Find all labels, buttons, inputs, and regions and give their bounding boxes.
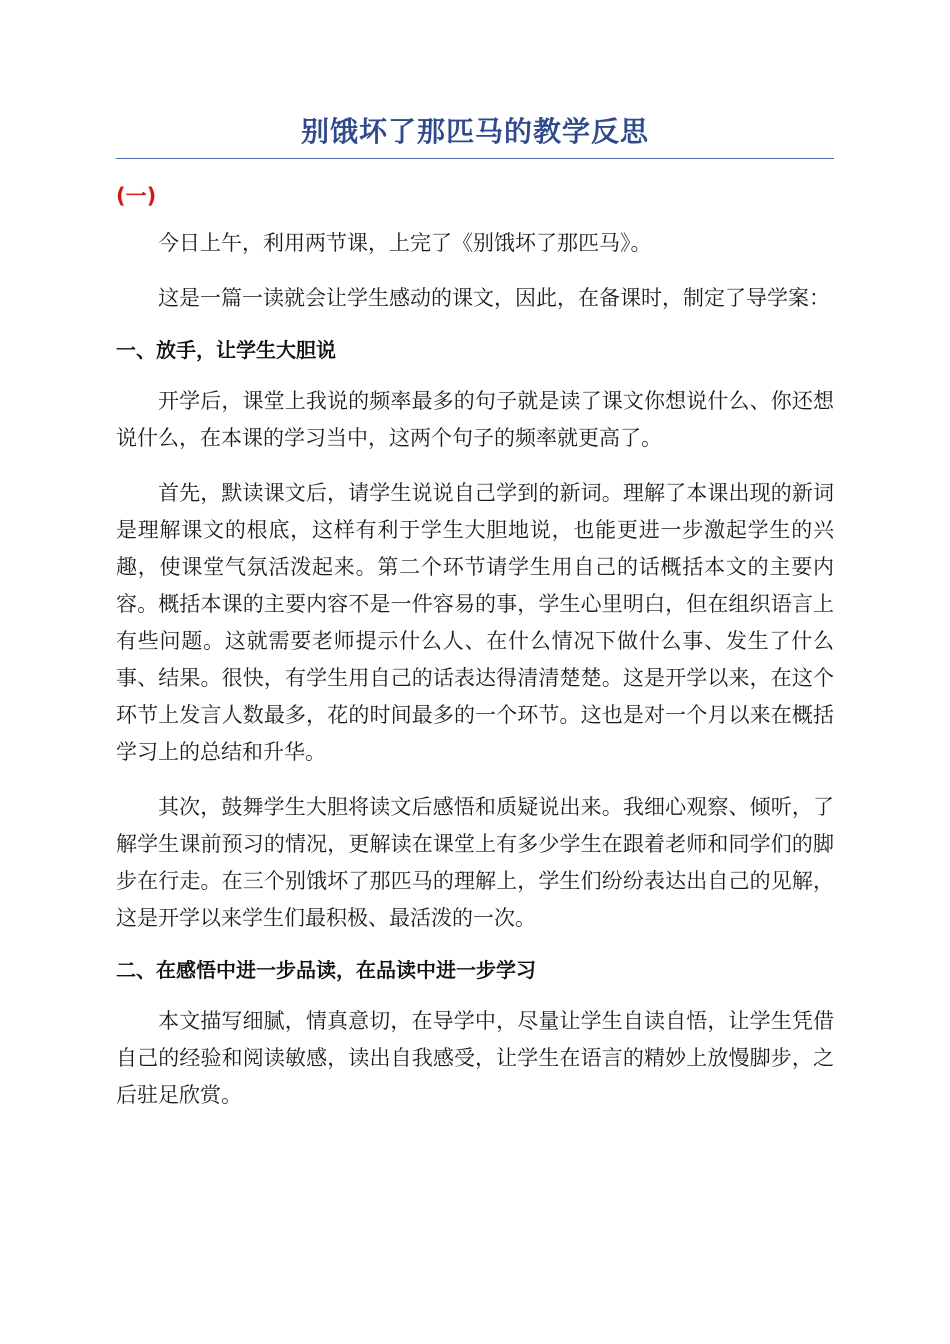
section-marker: (一) — [116, 184, 157, 208]
paragraph-1: 今日上午，利用两节课，上完了《别饿坏了那匹马》。 — [158, 231, 652, 255]
paragraph-4: 首先，默读课文后，请学生说说自己学到的新词。理解了本课出现的新词是理解课文的根底，这样有利于学生大胆地说，也能更进一步激起学生的兴趣，使课堂气氛活泼起来。第二个环节请学生用自己的话概括本文的主要内容。概括本课的主要内容不是一件容易的事，学生心里明白，但在组织语言上有些问题。这就需要老师提示什么人、在什么情况下做什么事、发生了什么事、结果。很快，有学生用自己的话表达得清清楚楚。这是开学以来，在这个环节上发言人数最多，花的时间最多的一个环节。这也是对一个月以来在概括学习上的总结和升华。 — [116, 481, 834, 764]
document-title: 别饿坏了那匹马的教学反思 — [300, 115, 649, 148]
title-underline — [116, 158, 834, 159]
document-page — [116, 112, 834, 1132]
heading-2: 二、在感悟中进一步品读，在品读中进一步学习 — [116, 958, 536, 982]
paragraph-5: 其次，鼓舞学生大胆将读文后感悟和质疑说出来。我细心观察、倾听，了解学生课前预习的情况，更解读在课堂上有多少学生在跟着老师和同学们的脚步在行走。在三个别饿坏了那匹马的理解上，学生们纷纷表达出自己的见解，这是开学以来学生们最积极、最活泼的一次。 — [116, 795, 834, 930]
paragraph-2: 这是一篇一读就会让学生感动的课文，因此，在备课时，制定了导学案： — [158, 286, 830, 310]
heading-1: 一、放手，让学生大胆说 — [116, 338, 336, 362]
paragraph-6: 本文描写细腻，情真意切，在导学中，尽量让学生自读自悟，让学生凭借自己的经验和阅读敏感，读出自我感受，让学生在语言的精妙上放慢脚步，之后驻足欣赏。 — [116, 1009, 834, 1107]
paragraph-3: 开学后，课堂上我说的频率最多的句子就是读了课文你想说什么、你还想说什么，在本课的学习当中，这两个句子的频率就更高了。 — [116, 389, 834, 450]
